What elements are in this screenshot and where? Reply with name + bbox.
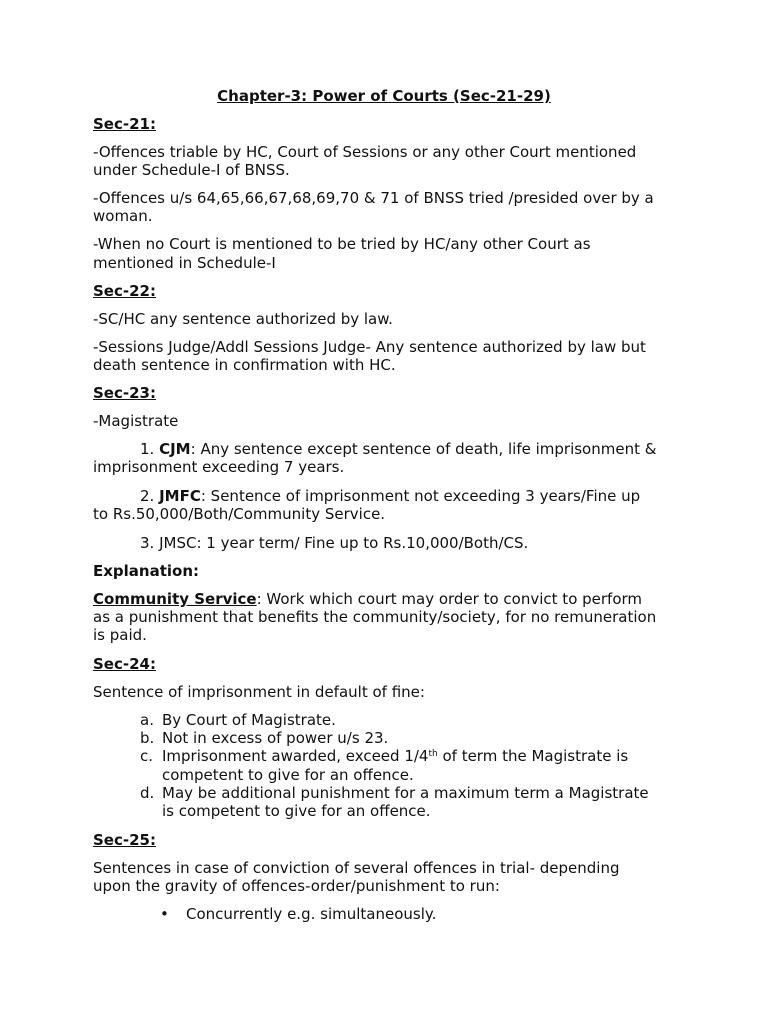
- list-label-c: c.: [140, 747, 154, 765]
- sec24-item-d: May be additional punishment for a maximum term a Magistrate: [162, 784, 649, 802]
- item-text-post: of term the Magistrate is: [437, 747, 629, 765]
- sec21-para3-line2: mentioned in Schedule-I: [93, 254, 276, 272]
- sec25-bullet-1: Concurrently e.g. simultaneously.: [186, 905, 437, 923]
- explanation-heading: Explanation:: [93, 562, 200, 580]
- sec23-item-jmfc-cont: to Rs.50,000/Both/Community Service.: [93, 505, 386, 523]
- sec22-para1: -SC/HC any sentence authorized by law.: [93, 310, 393, 328]
- item-text: JMSC: 1 year term/ Fine up to Rs.10,000/Both/CS.: [159, 534, 529, 552]
- item-number: 3.: [140, 534, 155, 552]
- explanation-term: Community Service: [93, 590, 257, 608]
- item-text: : Any sentence except sentence of death, life imprisonment &: [190, 440, 657, 458]
- section-heading-sec21: Sec-21:: [93, 115, 156, 133]
- explanation-text: : Work which court may order to convict to perform: [256, 590, 643, 608]
- item-text: : Sentence of imprisonment not exceeding 3 years/Fine up: [200, 487, 641, 505]
- sec21-para2-line1: -Offences u/s 64,65,66,67,68,69,70 & 71 of BNSS tried /presided over by a: [93, 189, 654, 207]
- sec24-item-a: By Court of Magistrate.: [162, 711, 336, 729]
- sec23-item-cjm-cont: imprisonment exceeding 7 years.: [93, 458, 345, 476]
- item-number: 1.: [140, 440, 155, 458]
- list-label-d: d.: [140, 784, 155, 802]
- explanation-line2: as a punishment that benefits the community/society, for no remuneration: [93, 608, 657, 626]
- section-heading-sec23: Sec-23:: [93, 384, 156, 402]
- sec24-intro: Sentence of imprisonment in default of fine:: [93, 683, 425, 701]
- sec24-item-d-cont: is competent to give for an offence.: [162, 802, 431, 820]
- sec21-para3-line1: -When no Court is mentioned to be tried by HC/any other Court as: [93, 235, 591, 253]
- list-label-b: b.: [140, 729, 155, 747]
- sec21-para1-line2: under Schedule-I of BNSS.: [93, 161, 290, 179]
- explanation-line3: is paid.: [93, 626, 147, 644]
- item-term: JMFC: [159, 487, 201, 505]
- sec23-item-jmsc: [140, 534, 528, 552]
- sec24-item-b: Not in excess of power u/s 23.: [162, 729, 389, 747]
- sec22-para2-line2: death sentence in confirmation with HC.: [93, 356, 396, 374]
- sec22-para2-line1: -Sessions Judge/Addl Sessions Judge- Any sentence authorized by law but: [93, 338, 646, 356]
- sec23-intro: -Magistrate: [93, 412, 179, 430]
- explanation-line1: [93, 590, 642, 608]
- item-term: CJM: [159, 440, 191, 458]
- item-number: 2.: [140, 487, 155, 505]
- sec23-item-jmfc: [140, 487, 640, 505]
- section-heading-sec24: Sec-24:: [93, 655, 156, 673]
- sec24-item-c: [162, 747, 628, 765]
- sec23-item-cjm: [140, 440, 656, 458]
- section-heading-sec25: Sec-25:: [93, 831, 156, 849]
- bullet-icon: •: [160, 905, 169, 923]
- superscript-th: th: [428, 749, 438, 759]
- sec21-para2-line2: woman.: [93, 207, 153, 225]
- sec21-para1-line1: -Offences triable by HC, Court of Sessions or any other Court mentioned: [93, 143, 637, 161]
- section-heading-sec22: Sec-22:: [93, 282, 156, 300]
- sec24-item-c-cont: competent to give for an offence.: [162, 766, 414, 784]
- sec25-intro-line1: Sentences in case of conviction of several offences in trial- depending: [93, 859, 620, 877]
- page-title: Chapter-3: Power of Courts (Sec-21-29): [217, 87, 551, 105]
- list-label-a: a.: [140, 711, 154, 729]
- item-text-pre: Imprisonment awarded, exceed 1/4: [162, 747, 429, 765]
- sec25-intro-line2: upon the gravity of offences-order/punishment to run:: [93, 877, 500, 895]
